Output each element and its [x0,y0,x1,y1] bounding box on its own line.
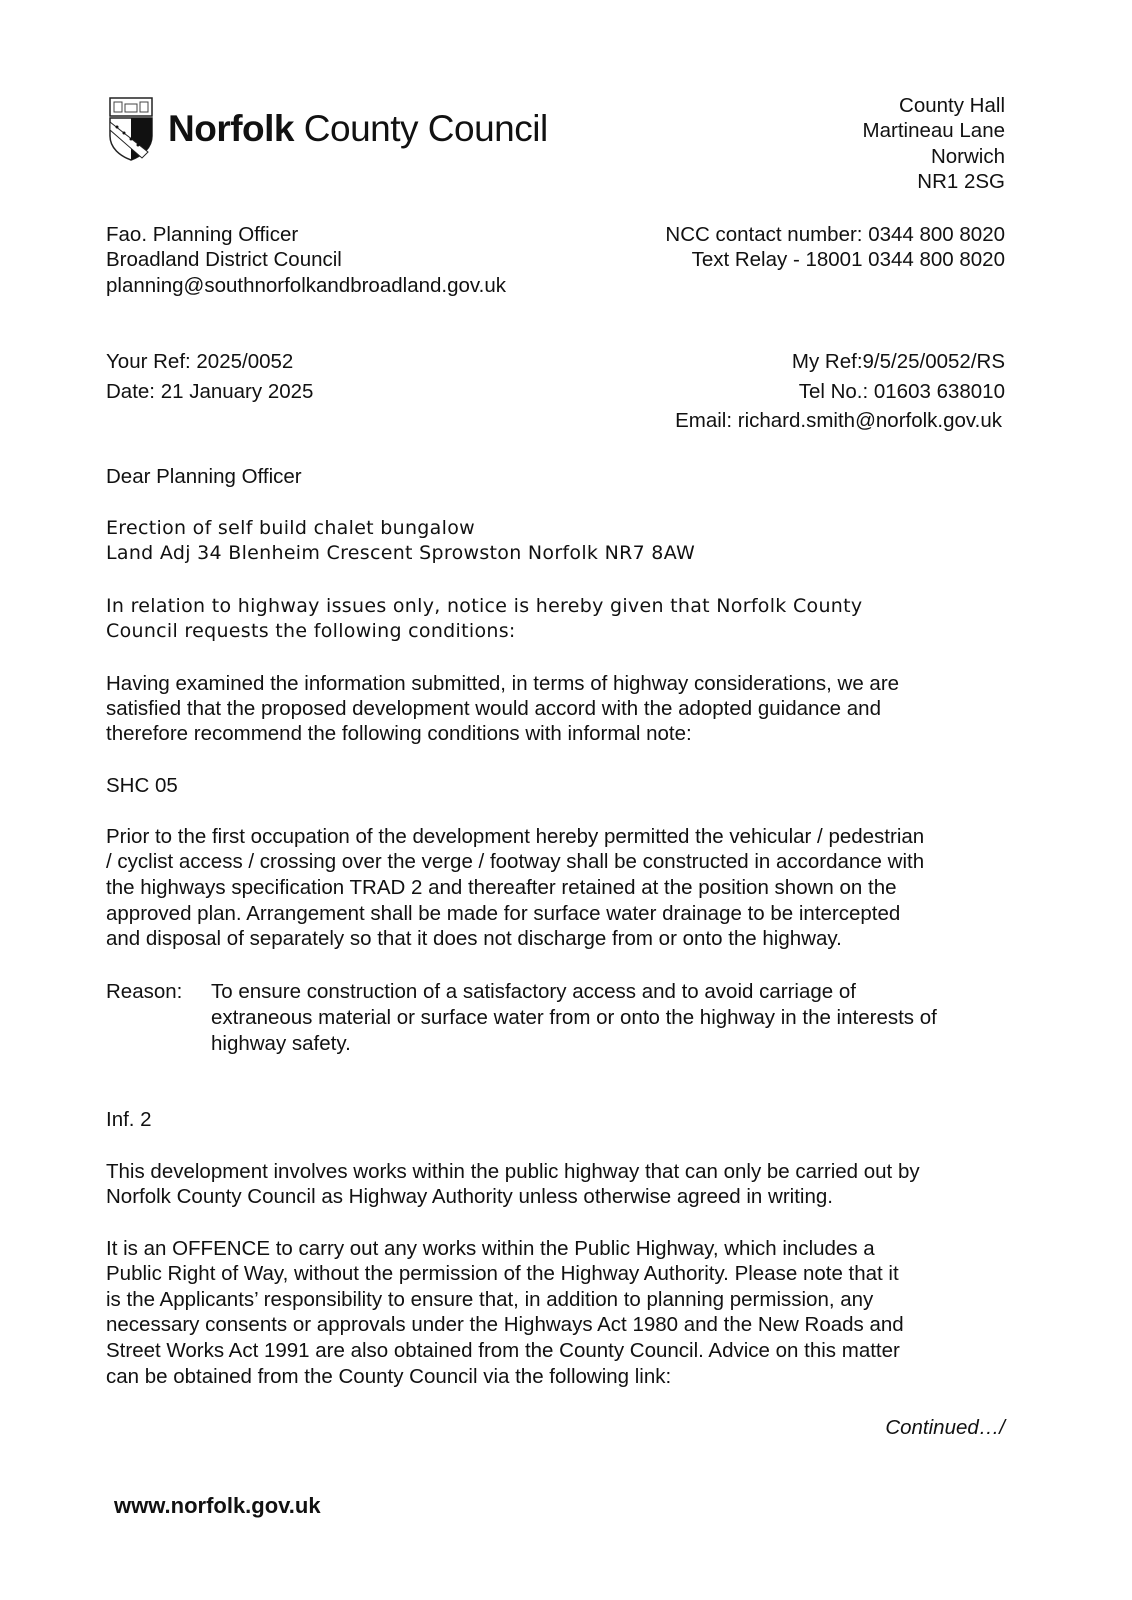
address-line: Martineau Lane [862,119,1005,142]
condition-line: / cyclist access / crossing over the verge / footway shall be constructed in accordance with [106,850,925,873]
reason-line: To ensure construction of a satisfactory access and to avoid carriage of [211,980,856,1003]
reason-line: highway safety. [211,1032,351,1055]
reason-label: Reason: [106,980,183,1003]
tel-no: Tel No.: 01603 638010 [798,380,1005,403]
contact-number: NCC contact number: 0344 800 8020 [665,223,1005,246]
council-logo [108,96,548,162]
letter-date: Date: 21 January 2025 [106,380,314,403]
condition-line: approved plan. Arrangement shall be made for surface water drainage to be intercepted [106,902,901,925]
para-line: satisfied that the proposed development would accord with the adopted guidance and [106,697,881,720]
recipient-line: Broadland District Council [106,248,342,271]
subject-line: Erection of self build chalet bungalow [106,517,475,539]
inf-line: It is an OFFENCE to carry out any works within the Public Highway, which includes a [106,1237,875,1260]
inf-line: This development involves works within the public highway that can only be carried out by [106,1160,920,1183]
condition-line: and disposal of separately so that it does not discharge from or onto the highway. [106,927,842,950]
inf-line: Street Works Act 1991 are also obtained from the County Council. Advice on this matter [106,1339,900,1362]
inf-line: necessary consents or approvals under the Highways Act 1980 and the New Roads and [106,1313,904,1336]
salutation: Dear Planning Officer [106,465,302,488]
subject-line: Land Adj 34 Blenheim Crescent Sprowston Norfolk NR7 8AW [106,542,696,564]
intro-line: In relation to highway issues only, notice is hereby given that Norfolk County [106,595,863,617]
intro-line: Council requests the following conditions: [106,620,516,642]
address-line: Norwich [930,145,1005,168]
recipient-line: Fao. Planning Officer [106,223,299,246]
para-line: Having examined the information submitted, in terms of highway considerations, we are [106,672,900,695]
logo-wordmark: Norfolk County Council [168,108,548,149]
inf-line: Norfolk County Council as Highway Authority unless otherwise agreed in writing. [106,1185,833,1208]
address-line: NR1 2SG [917,170,1005,193]
inf-line: can be obtained from the County Council via the following link: [106,1365,672,1388]
condition-line: the highways specification TRAD 2 and thereafter retained at the position shown on the [106,876,897,899]
continued-note: Continued…/ [885,1416,1005,1439]
recipient-email: planning@southnorfolkandbroadland.gov.uk [106,274,506,297]
reason-line: extraneous material or surface water from or onto the highway in the interests of [211,1006,937,1029]
inf-line: Public Right of Way, without the permission of the Highway Authority. Please note that it [106,1262,899,1285]
inf-line: is the Applicants’ responsibility to ensure that, in addition to planning permission, any [106,1288,874,1311]
my-ref: My Ref:9/5/25/0052/RS [791,350,1005,373]
condition-line: Prior to the first occupation of the development hereby permitted the vehicular / pedestrian [106,825,925,848]
informative-code: Inf. 2 [106,1108,152,1131]
your-ref: Your Ref: 2025/0052 [106,350,294,373]
address-line: County Hall [899,94,1005,117]
footer-website: www.norfolk.gov.uk [114,1493,321,1518]
condition-code: SHC 05 [106,774,178,797]
shield-crest-icon [108,96,154,162]
para-line: therefore recommend the following conditions with informal note: [106,722,692,745]
contact-email: Email: richard.smith@norfolk.gov.uk [675,409,1002,432]
text-relay: Text Relay - 18001 0344 800 8020 [691,248,1005,271]
